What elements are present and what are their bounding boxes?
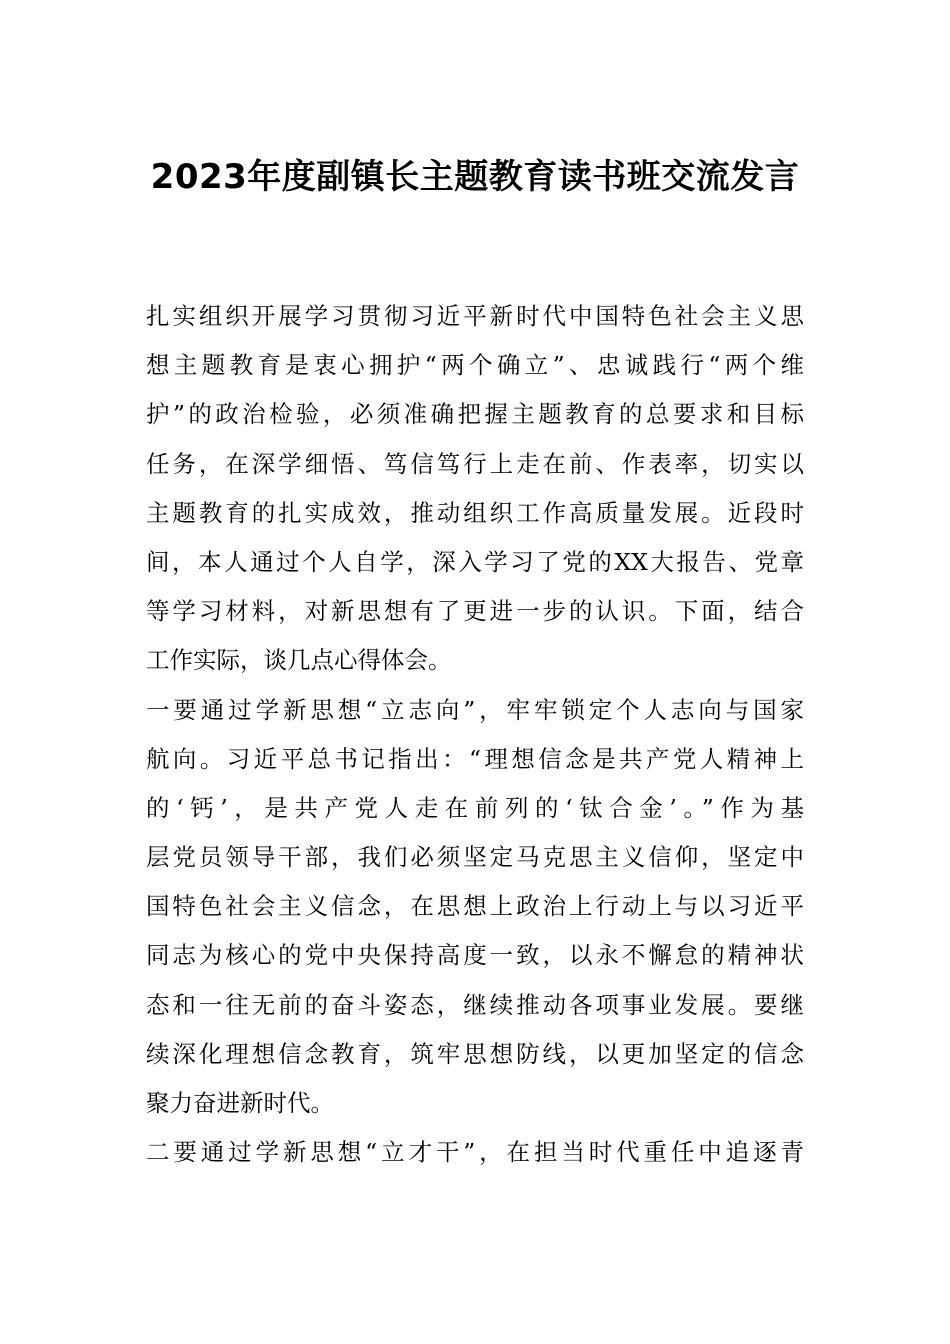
paragraph-line: 续深化理想信念教育，筑牢思想防线，以更加坚定的信念 bbox=[146, 1039, 804, 1068]
paragraph-line: 护”的政治检验，必须准确把握主题教育的总要求和目标 bbox=[146, 400, 804, 429]
document-body bbox=[146, 292, 804, 1177]
paragraph-line: 二要通过学新思想“立才干”，在担当时代重任中追逐青 bbox=[146, 1138, 804, 1167]
paragraph-line: 的‘钙’，是共产党人走在前列的‘钛合金’。”作为基 bbox=[146, 793, 804, 822]
document-title: 2023年度副镇长主题教育读书班交流发言 bbox=[150, 157, 800, 197]
paragraph-1 bbox=[146, 292, 804, 686]
paragraph-line: 聚力奋进新时代。 bbox=[146, 1089, 334, 1117]
paragraph-2 bbox=[146, 686, 804, 1129]
paragraph-line: 主题教育的扎实成效，推动组织工作高质量发展。近段时 bbox=[146, 498, 804, 527]
paragraph-line: 工作实际，谈几点心得体会。 bbox=[146, 646, 452, 675]
paragraph-line: 同志为核心的党中央保持高度一致，以永不懈怠的精神状 bbox=[146, 941, 804, 970]
paragraph-line: 国特色社会主义信念，在思想上政治上行动上与以习近平 bbox=[146, 892, 804, 921]
paragraph-line: 扎实组织开展学习贯彻习近平新时代中国特色社会主义思 bbox=[146, 302, 804, 330]
paragraph-line: 任务，在深学细悟、笃信笃行上走在前、作表率，切实以 bbox=[146, 449, 804, 478]
paragraph-line: 航向。习近平总书记指出：“理想信念是共产党人精神上 bbox=[146, 744, 804, 773]
paragraph-line: 间，本人通过个人自学，深入学习了党的XX大报告、党章 bbox=[146, 547, 804, 576]
paragraph-line: 等学习材料，对新思想有了更进一步的认识。下面，结合 bbox=[146, 597, 804, 626]
paragraph-line: 态和一往无前的奋斗姿态，继续推动各项事业发展。要继 bbox=[146, 990, 804, 1019]
paragraph-3 bbox=[146, 1128, 804, 1177]
paragraph-line: 想主题教育是衷心拥护“两个确立”、忠诚践行“两个维 bbox=[146, 351, 804, 380]
paragraph-line: 一要通过学新思想“立志向”，牢牢锁定个人志向与国家 bbox=[146, 695, 804, 724]
paragraph-line: 层党员领导干部，我们必须坚定马克思主义信仰，坚定中 bbox=[146, 843, 804, 872]
